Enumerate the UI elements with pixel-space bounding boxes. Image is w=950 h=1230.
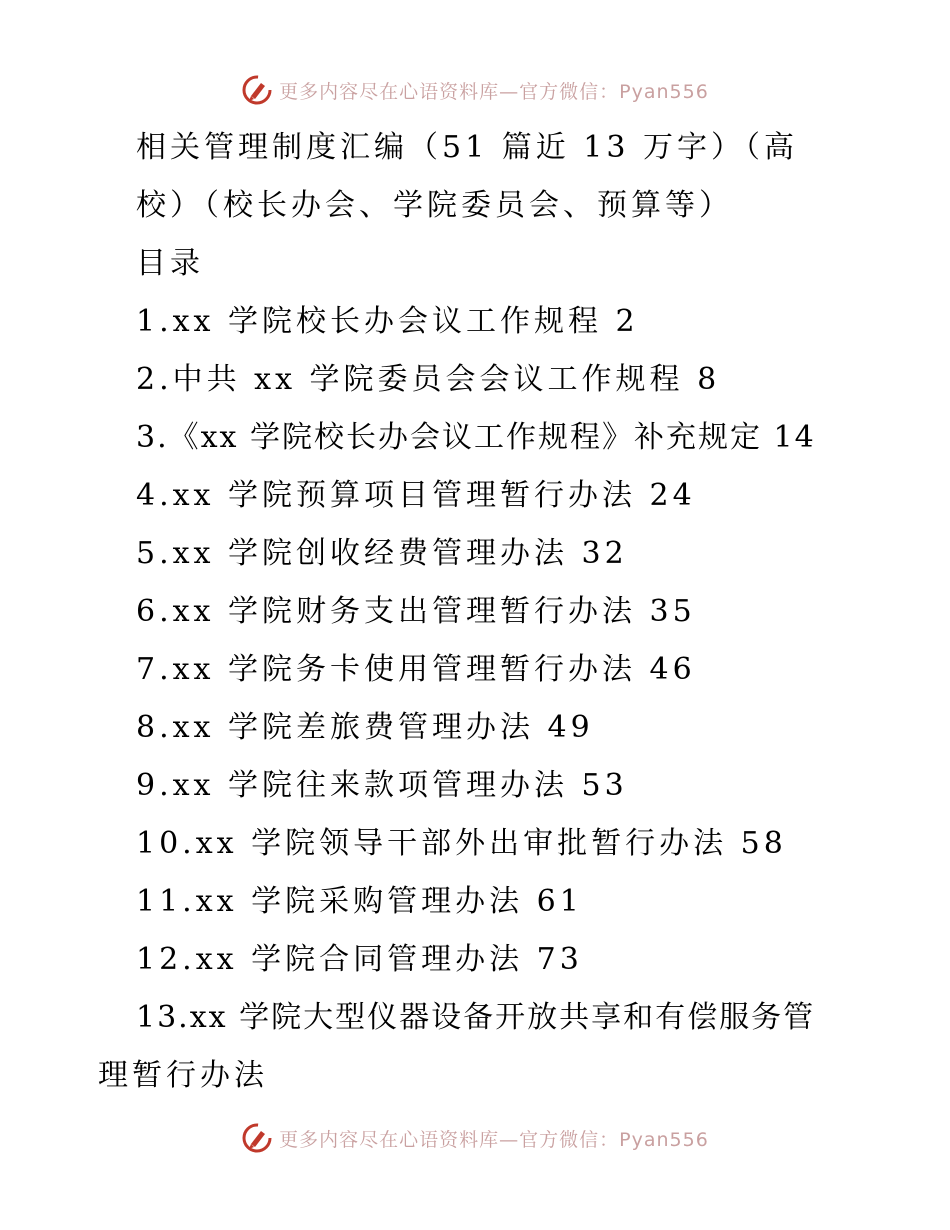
toc-item: 13.xx 学院大型仪器设备开放共享和有偿服务管 xyxy=(136,1000,816,1035)
watermark-text: 更多内容尽在心语资料库—官方微信：Pyan556 xyxy=(279,1128,709,1151)
toc-item: 3.《xx 学院校长办会议工作规程》补充规定 14 xyxy=(136,420,816,455)
toc-item: 9.xx 学院往来款项管理办法 53 xyxy=(136,768,628,803)
wechat-id: Pyan556 xyxy=(619,1128,709,1151)
toc-heading: 目录 xyxy=(136,246,204,281)
toc-item: 7.xx 学院务卡使用管理暂行办法 46 xyxy=(136,652,696,687)
toc-item: 4.xx 学院预算项目管理暂行办法 24 xyxy=(136,478,696,513)
toc-item-continuation: 理暂行办法 xyxy=(98,1058,268,1093)
toc-item: 10.xx 学院领导干部外出审批暂行办法 58 xyxy=(136,826,787,861)
toc-item: 8.xx 学院差旅费管理办法 49 xyxy=(136,710,594,745)
watermark-text: 更多内容尽在心语资料库—官方微信：Pyan556 xyxy=(279,80,709,103)
toc-item: 5.xx 学院创收经费管理办法 32 xyxy=(136,536,628,571)
pen-nib-logo-icon xyxy=(241,1122,273,1154)
watermark-group xyxy=(241,74,709,106)
toc-item: 2.中共 xx 学院委员会会议工作规程 8 xyxy=(136,362,721,397)
footer-watermark xyxy=(0,1118,950,1158)
wechat-id: Pyan556 xyxy=(619,80,709,103)
toc-item: 11.xx 学院采购管理办法 61 xyxy=(136,884,583,919)
header-watermark xyxy=(0,70,950,110)
pen-nib-logo-icon xyxy=(241,74,273,106)
document-title-line-2: 校）（校长办会、学院委员会、预算等） xyxy=(136,188,733,223)
toc-item: 6.xx 学院财务支出管理暂行办法 35 xyxy=(136,594,696,629)
watermark-group xyxy=(241,1122,709,1154)
toc-item: 12.xx 学院合同管理办法 73 xyxy=(136,942,583,977)
toc-item: 1.xx 学院校长办会议工作规程 2 xyxy=(136,304,639,339)
document-title-line-1: 相关管理制度汇编（51 篇近 13 万字）（高 xyxy=(136,130,798,165)
